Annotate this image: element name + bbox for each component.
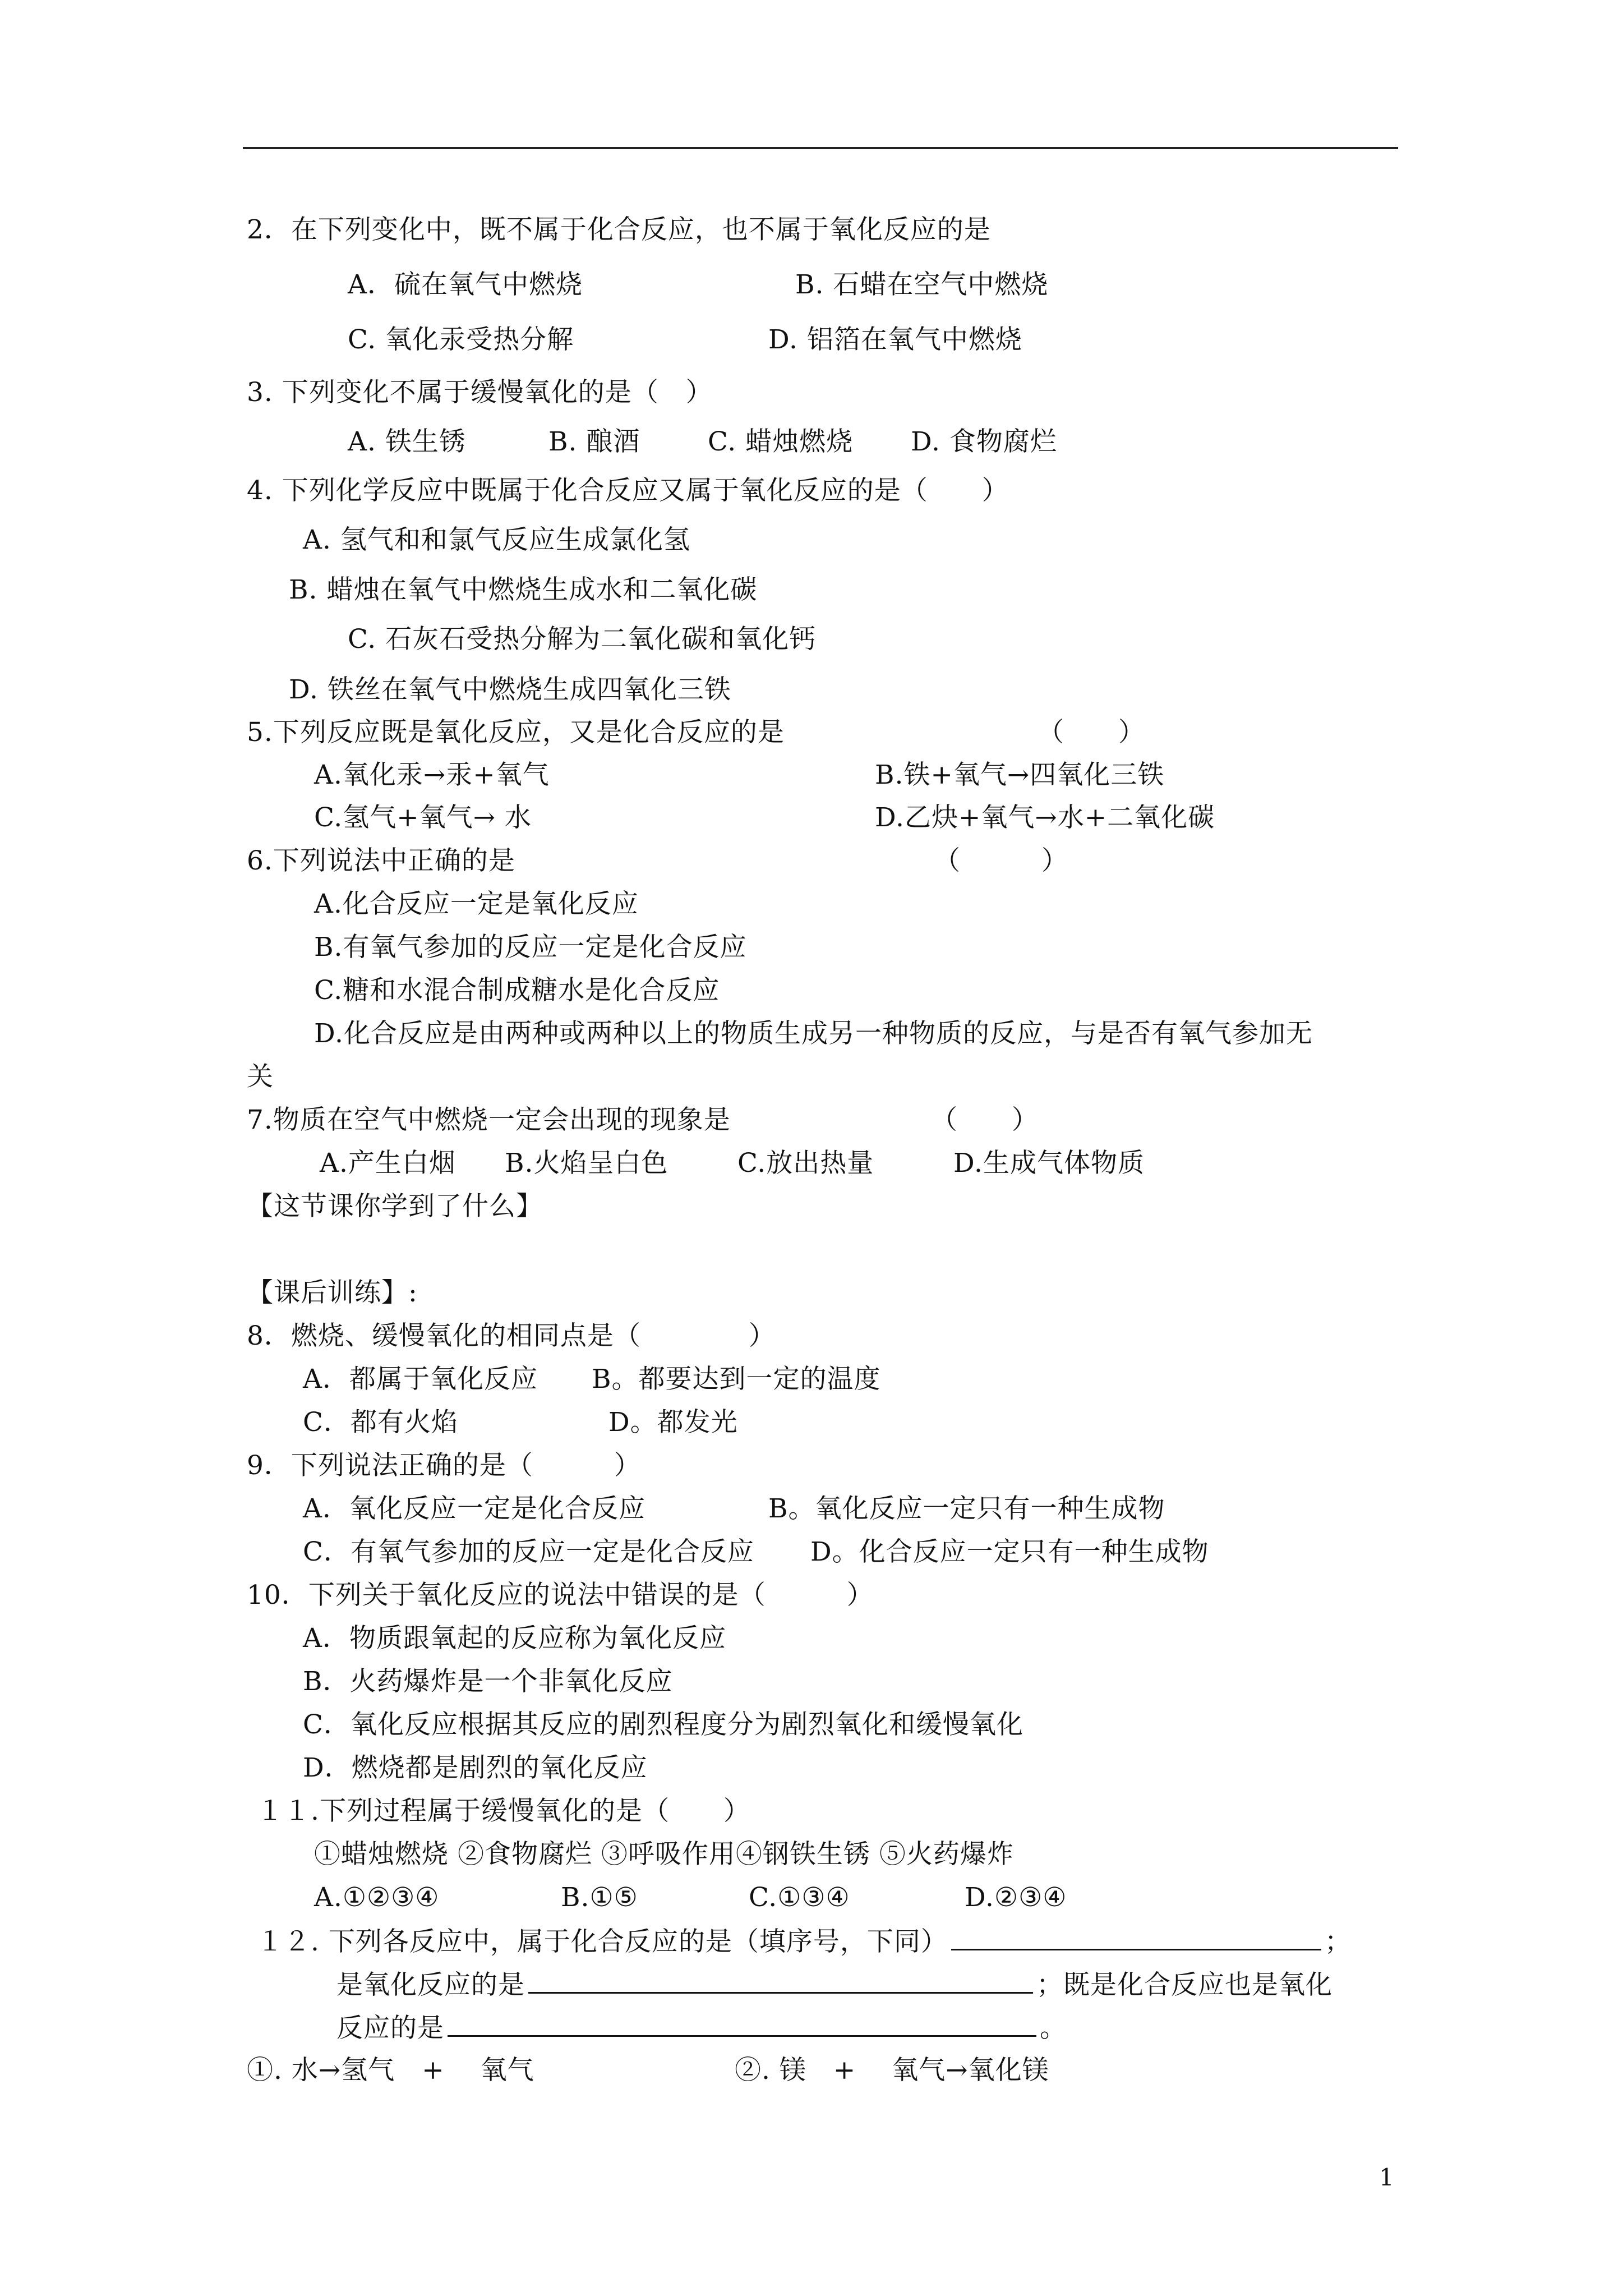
q5-option-c: C.氢气+氧气→ 水	[314, 802, 532, 833]
q11-option-c: C.①③④	[749, 1882, 850, 1913]
q12-stem-line	[257, 1924, 1352, 1958]
q2-option-a: A．硫在氧气中燃烧	[348, 269, 583, 300]
q4-option-b: B. 蜡烛在氧气中燃烧生成水和二氧化碳	[289, 574, 758, 605]
q3-stem: 3. 下列变化不属于缓慢氧化的是（ ）	[247, 377, 713, 408]
section-lesson-summary: 【这节课你学到了什么】	[247, 1191, 543, 1222]
header-rule	[243, 147, 1398, 149]
q2-stem: 2．在下列变化中，既不属于化合反应，也不属于氧化反应的是	[247, 214, 991, 245]
q12-oxidation-answer-blank[interactable]	[528, 1967, 1033, 1994]
q2-option-d: D. 铝箔在氧气中燃烧	[768, 324, 1022, 355]
q5-option-a: A.氧化汞→汞+氧气	[314, 760, 550, 790]
q6-option-c: C.糖和水混合制成糖水是化合反应	[314, 975, 720, 1006]
q11-option-b: B.①⑤	[561, 1882, 638, 1913]
q7-answer-paren: （ ）	[931, 1105, 1039, 1135]
q6-option-d: D.化合反应是由两种或两种以上的物质生成另一种物质的反应，与是否有氧气参加无	[314, 1018, 1313, 1049]
q5-answer-paren: （ ）	[1038, 717, 1145, 748]
q6-option-a: A.化合反应一定是氧化反应	[314, 889, 639, 919]
q10-option-c: C．氧化反应根据其反应的剧烈程度分为剧烈氧化和缓慢氧化	[303, 1709, 1023, 1740]
q8-stem: 8．燃烧、缓慢氧化的相同点是（ ）	[247, 1320, 776, 1351]
q12-both-answer-blank[interactable]	[448, 2010, 1036, 2037]
section-after-class-practice: 【课后训练】:	[247, 1277, 418, 1308]
q5-option-b: B.铁+氧气→四氧化三铁	[875, 760, 1165, 790]
q7-option-c: C.放出热量	[737, 1148, 874, 1179]
q12-line2-prefix: 是氧化反应的是	[336, 1970, 525, 2000]
q2-option-b: B. 石蜡在空气中燃烧	[795, 269, 1049, 300]
q6-option-b: B.有氧气参加的反应一定是化合反应	[314, 932, 747, 963]
q11-process-list: ①蜡烛燃烧 ②食物腐烂 ③呼吸作用④钢铁生锈 ⑤火药爆炸	[314, 1839, 1014, 1870]
q9-option-c: C．有氧气参加的反应一定是化合反应	[303, 1536, 754, 1567]
q8-option-d: D。都发光	[608, 1407, 738, 1438]
q12-combination-answer-blank[interactable]	[951, 1924, 1321, 1950]
q7-option-a: A.产生白烟	[320, 1148, 456, 1179]
q5-option-d: D.乙炔+氧气→水+二氧化碳	[875, 802, 1215, 833]
q7-stem: 7.物质在空气中燃烧一定会出现的现象是	[247, 1105, 731, 1135]
q12-line2-mid: ；既是化合反应也是氧化	[1036, 1970, 1332, 2000]
q8-option-b: B。都要达到一定的温度	[592, 1364, 881, 1395]
q11-option-a: A.①②③④	[314, 1882, 440, 1913]
q12-reaction-1: ①. 水→氢气 + 氧气	[247, 2055, 534, 2086]
q9-stem: 9．下列说法正确的是（ ）	[247, 1450, 641, 1481]
q11-stem: １１.下列过程属于缓慢氧化的是（ ）	[257, 1796, 750, 1826]
q3-option-a: A. 铁生锈	[348, 426, 466, 457]
q12-line-3	[336, 2010, 1067, 2044]
q10-option-a: A．物质跟氧起的反应称为氧化反应	[303, 1623, 726, 1654]
q8-option-a: A．都属于氧化反应	[303, 1364, 538, 1395]
q2-option-c: C. 氧化汞受热分解	[348, 324, 574, 355]
q9-option-d: D。化合反应一定只有一种生成物	[810, 1536, 1209, 1567]
q12-reaction-2: ②. 镁 + 氧气→氧化镁	[735, 2055, 1049, 2086]
q7-option-d: D.生成气体物质	[953, 1148, 1145, 1179]
q12-line3-prefix: 反应的是	[336, 2013, 444, 2044]
q8-option-c: C．都有火焰	[303, 1407, 458, 1438]
q4-option-d: D. 铁丝在氧气中燃烧生成四氧化三铁	[289, 674, 731, 705]
q6-option-d-continued: 关	[247, 1061, 274, 1092]
q12-semicolon: ；	[1324, 1926, 1352, 1957]
q4-option-a: A. 氢气和和氯气反应生成氯化氢	[303, 524, 690, 555]
q10-option-d: D．燃烧都是剧烈的氧化反应	[303, 1752, 648, 1783]
q7-option-b: B.火焰呈白色	[505, 1148, 668, 1179]
q10-option-b: B．火药爆炸是一个非氧化反应	[303, 1666, 673, 1697]
q4-stem: 4. 下列化学反应中既属于化合反应又属于氧化反应的是（ ）	[247, 475, 1009, 506]
q3-option-c: C. 蜡烛燃烧	[708, 426, 854, 457]
q5-stem: 5.下列反应既是氧化反应，又是化合反应的是	[247, 717, 785, 748]
q9-option-b: B。氧化反应一定只有一种生成物	[768, 1493, 1165, 1524]
q10-stem: 10．下列关于氧化反应的说法中错误的是（ ）	[247, 1580, 874, 1611]
q12-line-2	[336, 1967, 1332, 2001]
q4-option-c: C. 石灰石受热分解为二氧化碳和氧化钙	[348, 624, 817, 655]
q9-option-a: A．氧化反应一定是化合反应	[303, 1493, 645, 1524]
q3-option-b: B. 酿酒	[548, 426, 640, 457]
q12-line3-end: 。	[1040, 2013, 1067, 2044]
q11-option-d: D.②③④	[965, 1882, 1067, 1913]
q12-stem: １２. 下列各反应中，属于化合反应的是（填序号，下同）	[257, 1926, 948, 1957]
q6-answer-paren: （ ）	[934, 845, 1068, 876]
q6-stem: 6.下列说法中正确的是	[247, 845, 515, 876]
page-number: 1	[1379, 2164, 1394, 2191]
q3-option-d: D. 食物腐烂	[911, 426, 1057, 457]
